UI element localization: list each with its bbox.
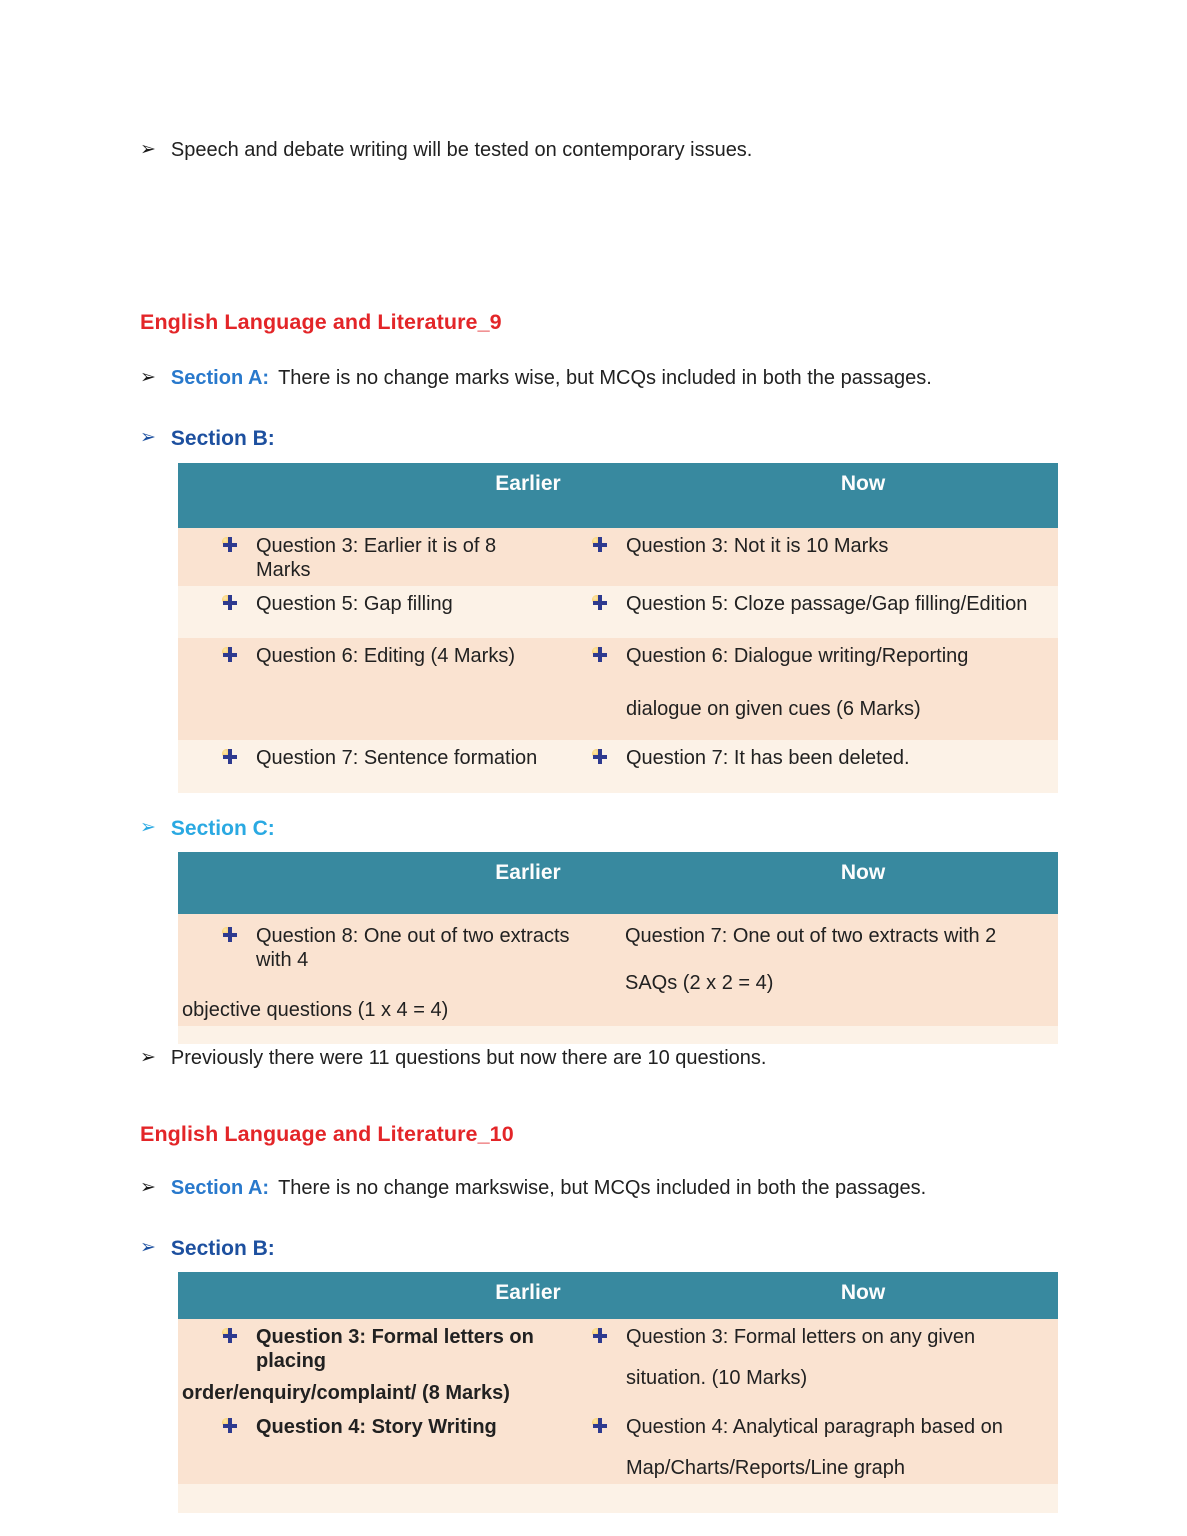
- cell-earlier: [178, 914, 588, 1026]
- cell-now: [588, 914, 1058, 1026]
- arrow-bullet-icon: ➢: [140, 1237, 156, 1258]
- plus-bullet-icon: [222, 1328, 238, 1344]
- plus-bullet-icon: [592, 749, 608, 765]
- arrow-bullet-icon: ➢: [140, 1047, 156, 1068]
- cell-now: [588, 1319, 1058, 1409]
- grade9-section-b-table: [178, 463, 1058, 793]
- plus-bullet-icon: [592, 595, 608, 611]
- cell-line: Question 5: Cloze passage/Gap filling/Edition: [626, 593, 1028, 615]
- cell-line: Question 3: Not it is 10 Marks: [626, 535, 889, 557]
- cell-earlier: [178, 638, 588, 740]
- cell-line: Question 8: One out of two extracts: [256, 925, 570, 947]
- table-row: [178, 528, 1058, 586]
- plus-bullet-icon: [222, 1418, 238, 1434]
- grade10-title: English Language and Literature_10: [140, 1122, 514, 1146]
- table-row: [178, 586, 1058, 638]
- cell-line: situation. (10 Marks): [626, 1367, 808, 1389]
- table-row: [178, 1409, 1058, 1484]
- grade9-closing-line: [140, 1046, 766, 1071]
- grade9-section-c-table: [178, 852, 1058, 1044]
- table-row: [178, 740, 1058, 793]
- plus-bullet-icon: [592, 1418, 608, 1434]
- column-header-earlier: Earlier: [495, 861, 561, 884]
- column-header-earlier: Earlier: [495, 472, 561, 495]
- grade9-section-a-label: Section A:: [170, 367, 270, 389]
- plus-bullet-icon: [592, 647, 608, 663]
- grade10-section-a-label: Section A:: [170, 1177, 270, 1199]
- cell-line: Question 3: Formal letters on: [256, 1326, 534, 1348]
- cell-line: placing: [256, 1350, 327, 1372]
- intro-bullet-line: [140, 138, 752, 163]
- plus-bullet-icon: [222, 595, 238, 611]
- grade10-section-b-table: [178, 1272, 1058, 1513]
- cell-earlier: [178, 740, 588, 793]
- plus-bullet-icon: [222, 647, 238, 663]
- cell-earlier: [178, 528, 588, 586]
- grade9-section-b-heading: [140, 426, 284, 452]
- grade10-section-b-label: Section B:: [170, 1237, 275, 1260]
- cell-line: Question 3: Formal letters on any given: [626, 1326, 976, 1348]
- grade9-closing-text: Previously there were 11 questions but now there are 10 questions.: [170, 1047, 767, 1069]
- arrow-bullet-icon: ➢: [140, 367, 156, 388]
- column-header-now: Now: [840, 1281, 886, 1304]
- cell-line: Question 7: It has been deleted.: [626, 747, 910, 769]
- column-header-now: Now: [840, 861, 886, 884]
- cell-now: [588, 740, 1058, 793]
- cell-line: SAQs (2 x 2 = 4): [625, 972, 774, 994]
- cell-line: Question 3: Earlier it is of 8: [256, 535, 497, 557]
- cell-earlier: [178, 1319, 588, 1409]
- cell-earlier: [178, 1409, 588, 1484]
- cell-line: Question 7: One out of two extracts with 2: [625, 925, 997, 947]
- cell-line: Marks: [256, 559, 311, 581]
- column-header-earlier: Earlier: [495, 1281, 561, 1304]
- arrow-bullet-icon: ➢: [140, 427, 156, 448]
- table-empty-strip: [178, 1484, 1058, 1513]
- grade9-section-a-text: There is no change marks wise, but MCQs included in both the passages.: [278, 367, 932, 389]
- grade9-section-c-heading: [140, 816, 284, 842]
- grade9-section-c-label: Section C:: [170, 817, 275, 840]
- plus-bullet-icon: [592, 537, 608, 553]
- cell-line: Question 4: Story Writing: [256, 1416, 497, 1438]
- table-row: [178, 914, 1058, 1026]
- grade9-section-b-label: Section B:: [170, 427, 275, 450]
- cell-line: objective questions (1 x 4 = 4): [182, 999, 449, 1021]
- plus-bullet-icon: [222, 927, 238, 943]
- cell-line: Question 7: Sentence formation: [256, 747, 538, 769]
- cell-line: order/enquiry/complaint/ (8 Marks): [182, 1382, 510, 1404]
- cell-now: [588, 586, 1058, 638]
- cell-line: Question 4: Analytical paragraph based on: [626, 1416, 1003, 1438]
- plus-bullet-icon: [222, 749, 238, 765]
- cell-line: with 4: [256, 949, 309, 971]
- arrow-bullet-icon: ➢: [140, 817, 156, 838]
- cell-line: dialogue on given cues (6 Marks): [626, 698, 921, 720]
- table-header-row: [178, 852, 1058, 914]
- table-empty-strip: [178, 1026, 1058, 1044]
- plus-bullet-icon: [592, 1328, 608, 1344]
- arrow-bullet-icon: ➢: [140, 139, 156, 160]
- grade10-section-b-heading: [140, 1236, 284, 1262]
- cell-now: [588, 1409, 1058, 1484]
- grade9-title: English Language and Literature_9: [140, 310, 502, 334]
- table-header-row: [178, 463, 1058, 528]
- cell-line: Question 6: Dialogue writing/Reporting: [626, 645, 969, 667]
- table-row: [178, 638, 1058, 740]
- intro-text: Speech and debate writing will be tested on contemporary issues.: [170, 139, 753, 161]
- column-header-now: Now: [840, 472, 886, 495]
- arrow-bullet-icon: ➢: [140, 1177, 156, 1198]
- grade9-section-a-line: [140, 366, 932, 391]
- cell-now: [588, 528, 1058, 586]
- cell-now: [588, 638, 1058, 740]
- table-header-row: [178, 1272, 1058, 1319]
- cell-line: Question 6: Editing (4 Marks): [256, 645, 515, 667]
- cell-line: Question 5: Gap filling: [256, 593, 453, 615]
- grade10-section-a-text: There is no change markswise, but MCQs included in both the passages.: [278, 1177, 927, 1199]
- plus-bullet-icon: [222, 537, 238, 553]
- grade10-section-a-line: [140, 1176, 926, 1201]
- table-row: [178, 1319, 1058, 1409]
- cell-earlier: [178, 586, 588, 638]
- cell-line: Map/Charts/Reports/Line graph: [626, 1457, 906, 1479]
